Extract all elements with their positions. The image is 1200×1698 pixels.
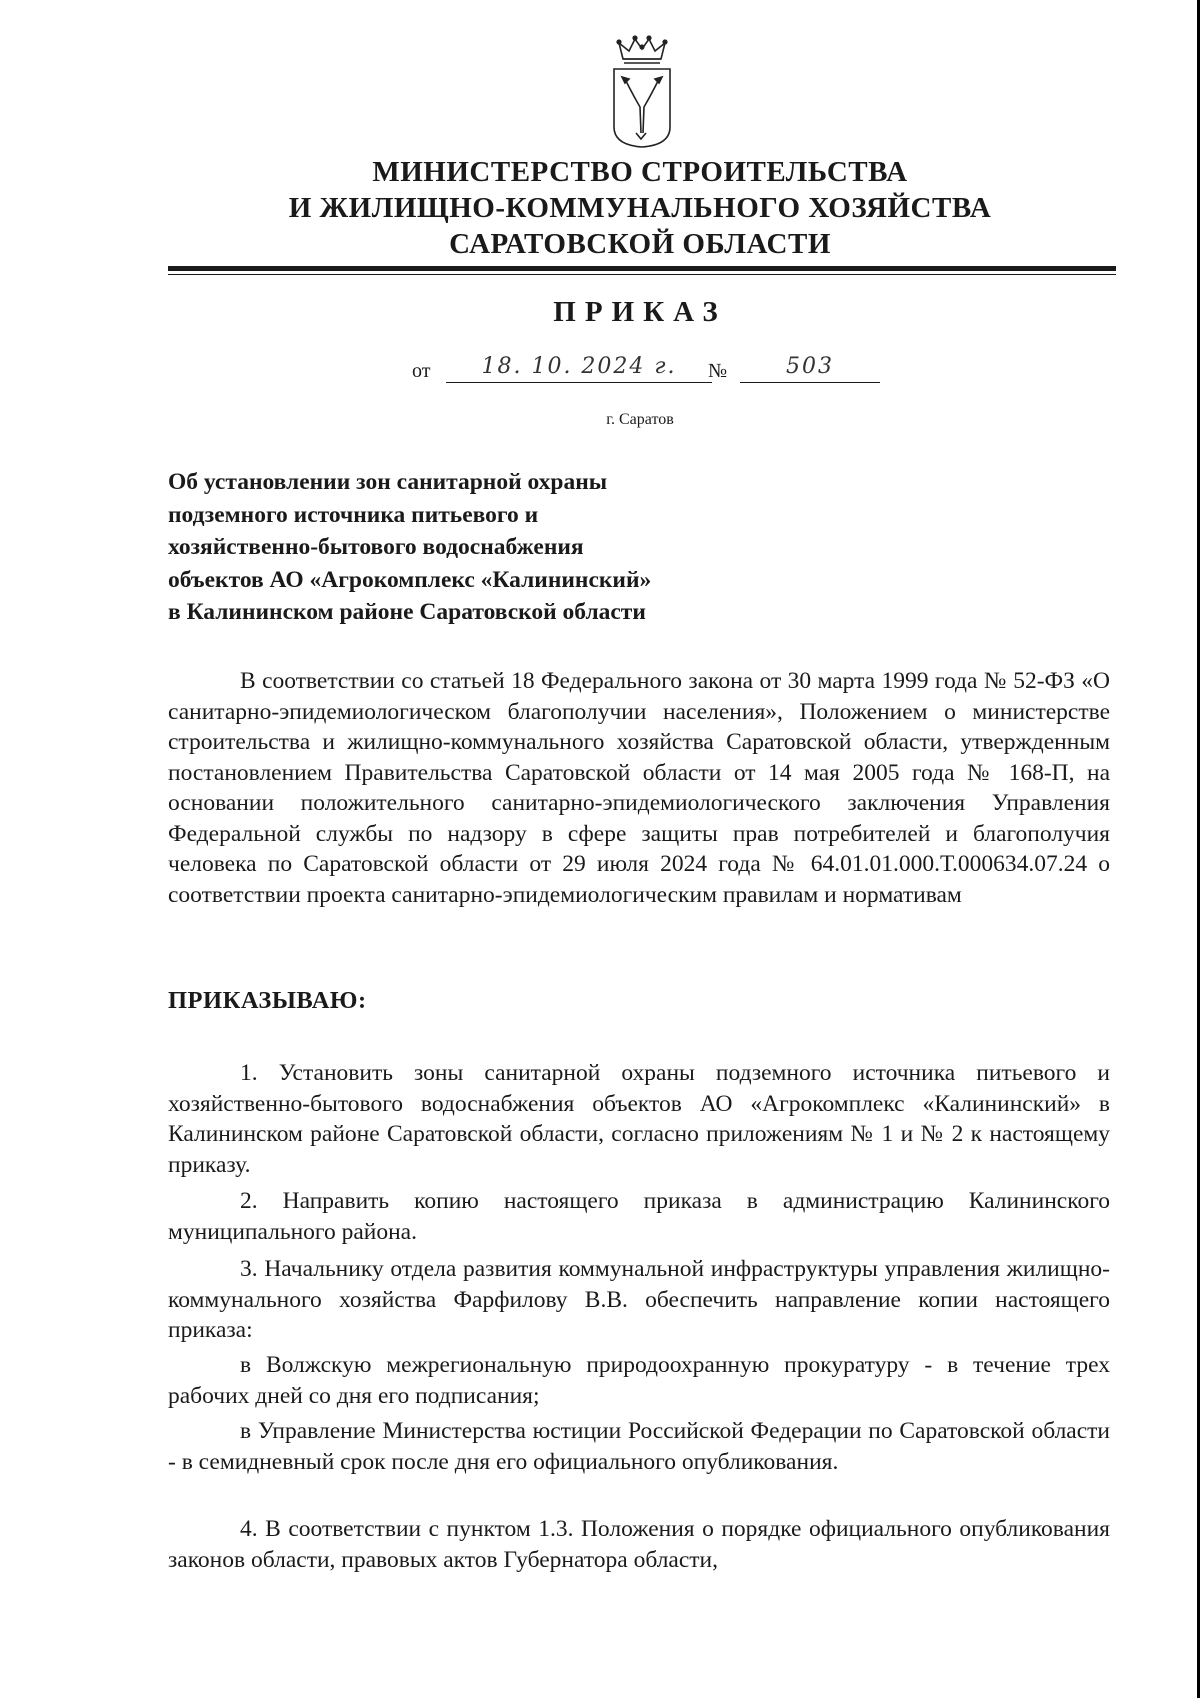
- title-line: Об установлении зон санитарной охраны: [168, 469, 608, 495]
- title-line: хозяйственно-бытового водоснабжения: [168, 534, 584, 560]
- item-2: 2. Направить копию настоящего приказа в администрацию Калининского муниципального района.: [168, 1188, 1110, 1245]
- city-label: г. Саратов: [606, 411, 674, 428]
- item-1: 1. Установить зоны санитарной охраны подземного источника питьевого и хозяйственно-бытового водоснабжения объектов АО «Агрокомплекс «Калининский» в Калининском районе Саратовской области, согласно приложениям № 1 и № 2 к настоящему приказу.: [168, 1060, 1110, 1178]
- title-line: подземного источника питьевого и: [168, 501, 539, 528]
- document-type: ПРИКАЗ: [553, 296, 727, 328]
- preamble-paragraph: В соответствии со статьей 18 Федерального закона от 30 марта 1999 года № 52-ФЗ «О санитарно-эпидемиологическом благополучии населения», Положением о министерстве строительства и жилищно-коммунального хозяйства Саратовской области, утвержденным постановлением Правительства Саратовской области от 14 мая 2005 года № 168-П, на основании положительного санитарно-эпидемиологического заключения Управления Федеральной службы по надзору в сфере защиты прав потребителей и благополучия человека по Саратовской области от 29 июля 2024 года № 64.01.01.000.Т.000634.07.24 о соответствии проекта санитарно-эпидемиологическим правилам и нормативам: [168, 668, 1110, 908]
- ministry-line-3: САРАТОВСКОЙ ОБЛАСТИ: [449, 228, 831, 260]
- coat-of-arms-icon: [605, 35, 679, 151]
- ministry-name: [150, 154, 1130, 262]
- item-3: 3. Начальнику отдела развития коммунальной инфраструктуры управления жилищно-коммунального хозяйства Фарфилову В.В. обеспечить направление копии настоящего приказа:: [168, 1256, 1110, 1343]
- header-rule-thin: [168, 274, 1116, 275]
- title-line: в Калининском районе Саратовской области: [168, 599, 646, 625]
- item-3-subitem-a: в Волжскую межрегиональную природоохранную прокуратуру - в течение трех рабочих дней со дня его подписания;: [168, 1352, 1110, 1409]
- ministry-line-1: МИНИСТЕРСТВО СТРОИТЕЛЬСТВА: [372, 156, 908, 188]
- number-prefix: №: [708, 360, 728, 382]
- handwritten-date: 18. 10. 2024 г.: [446, 354, 712, 383]
- title-line: объектов АО «Агрокомплекс «Калининский»: [168, 566, 652, 593]
- item-4: 4. В соответствии с пунктом 1.3. Положения о порядке официального опубликования законов области, правовых актов Губернатора области,: [168, 1516, 1110, 1573]
- item-3-subitem-b: в Управление Министерства юстиции Российской Федерации по Саратовской области - в семидневный срок после дня его официального опубликования.: [168, 1418, 1110, 1475]
- date-prefix: от: [412, 360, 431, 382]
- handwritten-number: 503: [740, 354, 880, 383]
- decree-word: ПРИКАЗЫВАЮ:: [168, 987, 367, 1014]
- ministry-line-2: И ЖИЛИЩНО-КОММУНАЛЬНОГО ХОЗЯЙСТВА: [288, 192, 992, 224]
- document-title: [168, 466, 808, 629]
- header-rule-thick: [168, 266, 1116, 271]
